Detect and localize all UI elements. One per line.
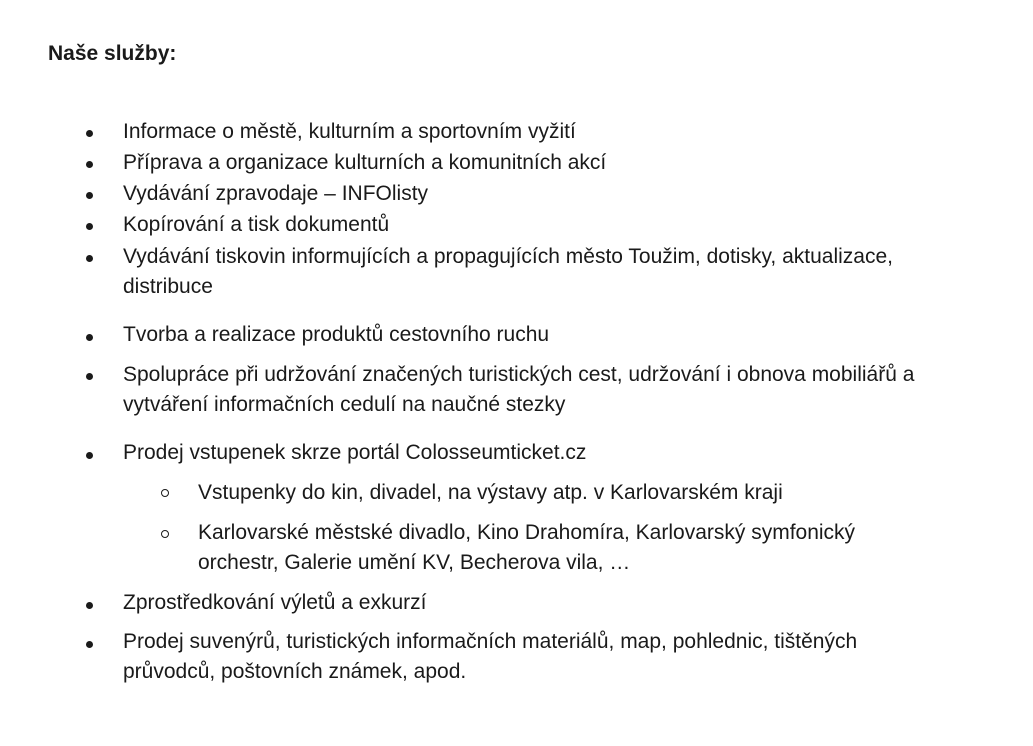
list-item-text: Informace o městě, kulturním a sportovním vyžití xyxy=(123,120,576,143)
circle-bullet-icon xyxy=(161,530,169,538)
page-title: Naše služby: xyxy=(48,42,177,65)
list-item-text: Zprostředkování výletů a exkurzí xyxy=(123,591,427,614)
bullet-icon xyxy=(86,452,93,459)
list-item-text: Spolupráce při udržování značených turistických cest, udržování i obnova mobiliářů a xyxy=(123,363,915,386)
list-item xyxy=(123,210,389,240)
list-item-text: Prodej suvenýrů, turistických informačních materiálů, map, pohlednic, tištěných xyxy=(123,630,858,653)
bullet-icon xyxy=(86,255,93,262)
list-item xyxy=(123,588,426,618)
list-item-text: průvodců, poštovních známek, apod. xyxy=(123,660,467,683)
list-item xyxy=(123,117,576,147)
bullet-icon xyxy=(86,223,93,230)
sub-list-item-text: orchestr, Galerie umění KV, Becherova vila, … xyxy=(198,551,631,574)
bullet-icon xyxy=(86,130,93,137)
list-item-text: Tvorba a realizace produktů cestovního ruchu xyxy=(123,323,550,346)
bullet-icon xyxy=(86,334,93,341)
list-item-text: Vydávání tiskovin informujících a propagujících město Toužim, dotisky, aktualizace, xyxy=(123,245,893,268)
bullet-icon xyxy=(86,373,93,380)
list-item-text: distribuce xyxy=(123,275,213,298)
list-item xyxy=(123,179,428,209)
bullet-icon xyxy=(86,161,93,168)
sub-list-item-text: Vstupenky do kin, divadel, na výstavy atp. v Karlovarském kraji xyxy=(198,481,783,504)
list-item-text: Prodej vstupenek skrze portál Colosseumticket.cz xyxy=(123,441,587,464)
list-item xyxy=(123,320,549,350)
sub-list-item xyxy=(198,518,855,578)
list-item xyxy=(123,627,857,687)
sub-list-item-text: Karlovarské městské divadlo, Kino Drahomíra, Karlovarský symfonický xyxy=(198,521,856,544)
circle-bullet-icon xyxy=(161,489,169,497)
list-item-text: Příprava a organizace kulturních a komunitních akcí xyxy=(123,151,607,174)
bullet-icon xyxy=(86,602,93,609)
list-item-text: Kopírování a tisk dokumentů xyxy=(123,213,390,236)
list-item xyxy=(123,148,606,178)
list-item xyxy=(123,242,893,302)
sub-list-item xyxy=(198,478,783,508)
bullet-icon xyxy=(86,641,93,648)
bullet-icon xyxy=(86,192,93,199)
list-item xyxy=(123,438,586,468)
list-item-text: Vydávání zpravodaje – INFOlisty xyxy=(123,182,429,205)
list-item xyxy=(123,360,914,420)
list-item-text: vytváření informačních cedulí na naučné stezky xyxy=(123,393,566,416)
